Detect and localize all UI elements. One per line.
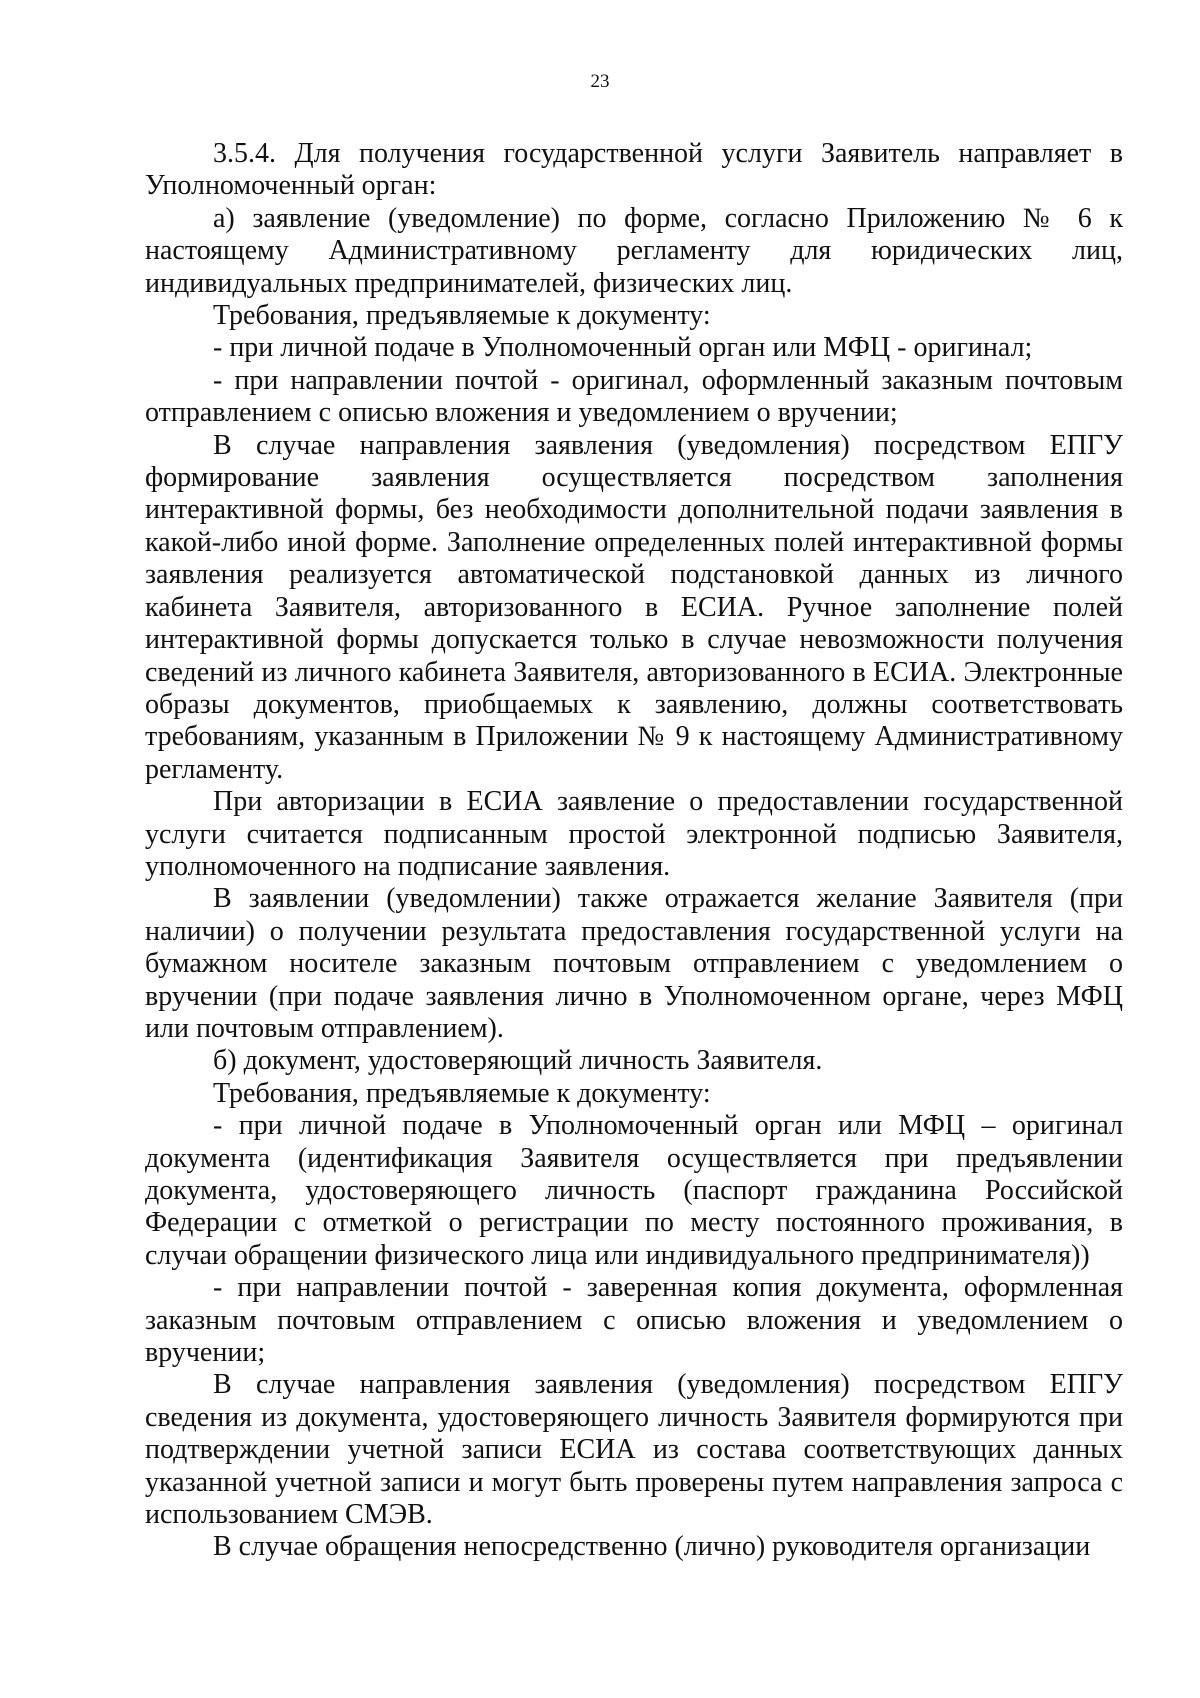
paragraph-requirements-heading-2: Требования, предъявляемые к документу: bbox=[213, 1077, 711, 1109]
paragraph-organization-head: В случае обращения непосредственно (лично) руководителя организации bbox=[213, 1531, 1091, 1563]
paragraph-paper-result: В заявлении (уведомлении) также отражается желание Заявителя (при наличии) о получении результата предоставления государственной услуги на бумажном носителе заказным почтовым отправлением с уведомлением о вручении (при подаче заявления лично в Уполномоченном органе, через МФЦ или почтовым отправлением). bbox=[145, 883, 1123, 1044]
paragraph-esia-signature: При авторизации в ЕСИА заявление о предоставлении государственной услуги считается подписанным простой электронной подписью Заявителя, уполномоченного на подписание заявления. bbox=[145, 786, 1123, 882]
paragraph-requirements-heading: Требования, предъявляемые к документу: bbox=[213, 300, 711, 332]
paragraph-epgu-identity-data: В случае направления заявления (уведомления) посредством ЕПГУ сведения из документа, удостоверяющего личность Заявителя формируются при подтверждении учетной записи ЕСИА из состава соответствующих данных указанной учетной записи и могут быть проверены путем направления запроса с использованием СМЭВ. bbox=[145, 1369, 1123, 1531]
paragraph-3-5-4-intro: 3.5.4. Для получения государственной услуги Заявитель направляет в Уполномоченный орган: bbox=[145, 138, 1123, 202]
paragraph-personal-submission-original: - при личной подаче в Уполномоченный орган или МФЦ – оригинал документа (идентификация Заявителя осуществляется при предъявлении документа, удостоверяющего личность (паспорт гражданина Российской Федерации с отметкой о регистрации по месту постоянного проживания, в случаи обращении физического лица или индивидуального предпринимателя)) bbox=[145, 1110, 1123, 1271]
paragraph-postal-certified-copy: - при направлении почтой - заверенная копия документа, оформленная заказным почтовым отправлением с описью вложения и уведомлением о вручении; bbox=[145, 1272, 1123, 1369]
paragraph-item-a-application: а) заявление (уведомление) по форме, согласно Приложению № 6 к настоящему Административному регламенту для юридических лиц, индивидуальных предпринимателей, физических лиц. bbox=[145, 202, 1123, 299]
paragraph-postal-submission: - при направлении почтой - оригинал, оформленный заказным почтовым отправлением с описью вложения и уведомлением о вручении; bbox=[145, 364, 1123, 429]
page-number: 23 bbox=[590, 71, 610, 92]
paragraph-personal-submission: - при личной подаче в Уполномоченный орган или МФЦ - оригинал; bbox=[213, 332, 1033, 364]
paragraph-epgu-submission: В случае направления заявления (уведомления) посредством ЕПГУ формирование заявления осуществляется посредством заполнения интерактивной формы, без необходимости дополнительной подачи заявления в какой-либо иной форме. Заполнение определенных полей интерактивной формы заявления реализуется автоматической подстановкой данных из личного кабинета Заявителя, авторизованного в ЕСИА. Ручное заполнение полей интерактивной формы допускается только в случае невозможности получения сведений из личного кабинета Заявителя, авторизованного в ЕСИА. Электронные образы документов, приобщаемых к заявлению, должны соответствовать требованиям, указанным в Приложении № 9 к настоящему Административному регламенту. bbox=[145, 429, 1123, 785]
document-body bbox=[145, 138, 1123, 1564]
paragraph-item-b-identity: б) документ, удостоверяющий личность Заявителя. bbox=[213, 1045, 823, 1077]
